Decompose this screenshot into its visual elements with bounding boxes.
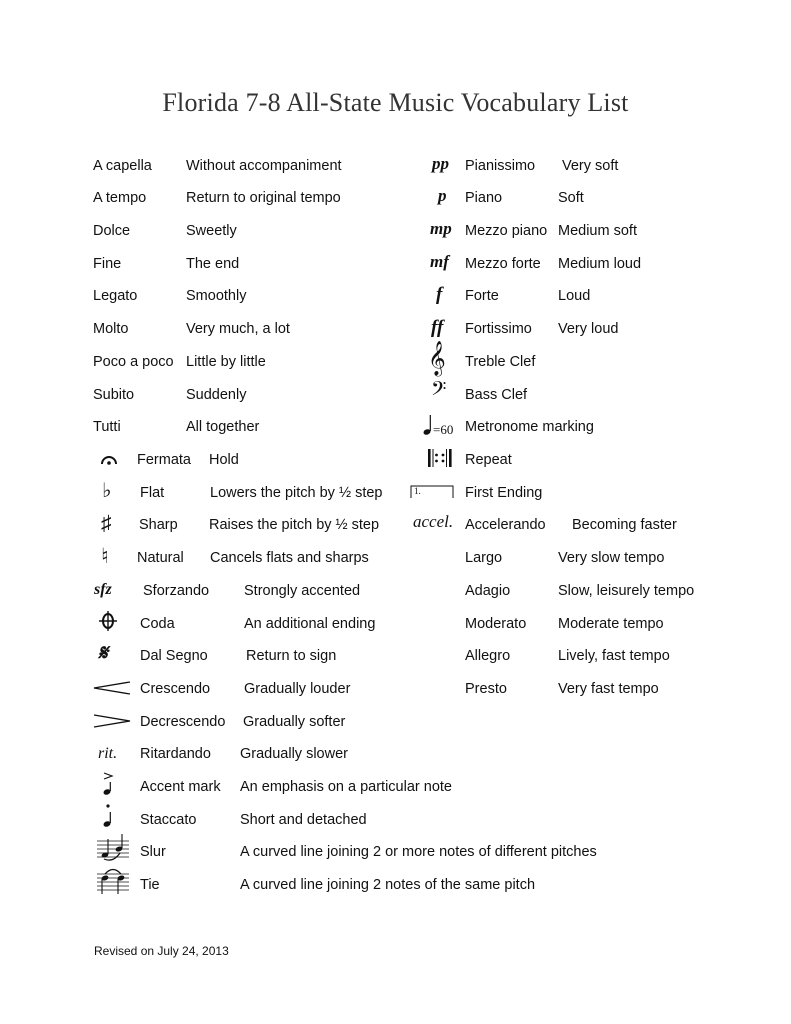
flat-icon: ♭ [102, 480, 112, 502]
term: A tempo [93, 190, 147, 206]
term: Fine [93, 256, 122, 272]
term: Treble Clef [465, 354, 536, 370]
definition: A curved line joining 2 notes of the same pitch [240, 877, 536, 893]
term: Repeat [465, 452, 512, 468]
definition: An emphasis on a particular note [240, 779, 452, 795]
term: Sforzando [143, 583, 210, 599]
definition: A curved line joining 2 or more notes of different pitches [240, 844, 597, 860]
pianissimo-icon: pp [432, 154, 449, 173]
term: Largo [465, 550, 503, 566]
definition: Loud [558, 288, 591, 304]
forte-icon: f [436, 284, 443, 305]
ritardando-icon: rit. [98, 745, 118, 762]
definition: Very soft [562, 158, 619, 174]
definition: Return to original tempo [186, 190, 341, 206]
definition: Soft [558, 190, 584, 206]
decrescendo-icon [92, 714, 132, 728]
crescendo-icon [92, 681, 132, 695]
coda-icon [98, 610, 118, 632]
term: Natural [137, 550, 184, 566]
term: Ritardando [140, 746, 211, 762]
term: Slur [140, 844, 166, 860]
definition: Gradually louder [244, 681, 351, 697]
term: Sharp [139, 517, 178, 533]
sharp-icon: ♯ [101, 511, 112, 535]
definition: Raises the pitch by ½ step [209, 517, 380, 533]
term: Fermata [137, 452, 191, 468]
definition: Without accompaniment [186, 158, 342, 174]
definition: An additional ending [244, 616, 376, 632]
term: Accent mark [140, 779, 221, 795]
term: Molto [93, 321, 129, 337]
term: Staccato [140, 812, 197, 828]
term: Legato [93, 288, 138, 304]
definition: Cancels flats and sharps [210, 550, 369, 566]
definition: Little by little [186, 354, 266, 370]
definition: Slow, leisurely tempo [558, 583, 695, 599]
bass-clef-icon: 𝄢 [431, 379, 447, 405]
dal-segno-icon: 𝄋 [98, 640, 108, 665]
sforzando-icon: sfz [94, 581, 112, 598]
definition: Return to sign [246, 648, 337, 664]
fortissimo-icon: ff [431, 317, 444, 338]
definition: Short and detached [240, 812, 367, 828]
natural-icon: ♮ [101, 544, 109, 568]
definition: Medium soft [558, 223, 637, 239]
definition: Gradually slower [240, 746, 348, 762]
term: Allegro [465, 648, 511, 664]
term: Fortissimo [465, 321, 532, 337]
definition: The end [186, 256, 240, 272]
term: Decrescendo [140, 714, 226, 730]
treble-clef-icon: 𝄞 [428, 342, 446, 375]
definition: Strongly accented [244, 583, 361, 599]
accelerando-icon: accel. [413, 512, 454, 531]
term: Piano [465, 190, 503, 206]
definition: Hold [209, 452, 239, 468]
term: Moderato [465, 616, 527, 632]
definition: Very slow tempo [558, 550, 665, 566]
mezzo-forte-icon: mf [430, 252, 449, 271]
piano-icon: p [438, 186, 447, 205]
term: Pianissimo [465, 158, 536, 174]
term: Crescendo [140, 681, 211, 697]
term: Flat [140, 485, 165, 501]
term: Coda [140, 616, 175, 632]
term: Accelerando [465, 517, 546, 533]
definition: All together [186, 419, 260, 435]
revision-date: Revised on July 24, 2013 [94, 944, 229, 958]
term: First Ending [465, 485, 543, 501]
term: Mezzo piano [465, 223, 548, 239]
definition: Gradually softer [243, 714, 346, 730]
repeat-icon [427, 448, 453, 468]
term: Tutti [93, 419, 121, 435]
term: A capella [93, 158, 152, 174]
definition: Lowers the pitch by ½ step [210, 485, 383, 501]
term: Forte [465, 288, 499, 304]
term: Poco a poco [93, 354, 174, 370]
definition: Smoothly [186, 288, 247, 304]
term: Dal Segno [140, 648, 208, 664]
fermata-icon [100, 451, 118, 467]
term: Bass Clef [465, 387, 528, 403]
term: Dolce [93, 223, 131, 239]
definition: Very fast tempo [558, 681, 659, 697]
term: Tie [140, 877, 160, 893]
definition: Medium loud [558, 256, 642, 272]
tie-icon [96, 866, 130, 896]
definition: Very much, a lot [186, 321, 290, 337]
definition: Suddenly [186, 387, 247, 403]
definition: Very loud [558, 321, 619, 337]
mezzo-piano-icon: mp [430, 219, 452, 238]
definition: Becoming faster [572, 517, 677, 533]
metronome-tempo-value: =60 [433, 422, 454, 437]
metronome-marking-icon [423, 413, 433, 437]
first-ending-number: 1. [414, 486, 421, 496]
term: Subito [93, 387, 135, 403]
definition: Moderate tempo [558, 616, 664, 632]
term: Mezzo forte [465, 256, 541, 272]
term: Presto [465, 681, 507, 697]
slur-icon [96, 833, 130, 861]
term: Adagio [465, 583, 511, 599]
page-title: Florida 7-8 All-State Music Vocabulary List [162, 88, 629, 117]
term: Metronome marking [465, 419, 594, 435]
definition: Sweetly [186, 223, 237, 239]
staccato-icon [102, 803, 116, 829]
definition: Lively, fast tempo [558, 648, 670, 664]
accent-mark-icon [102, 771, 116, 797]
